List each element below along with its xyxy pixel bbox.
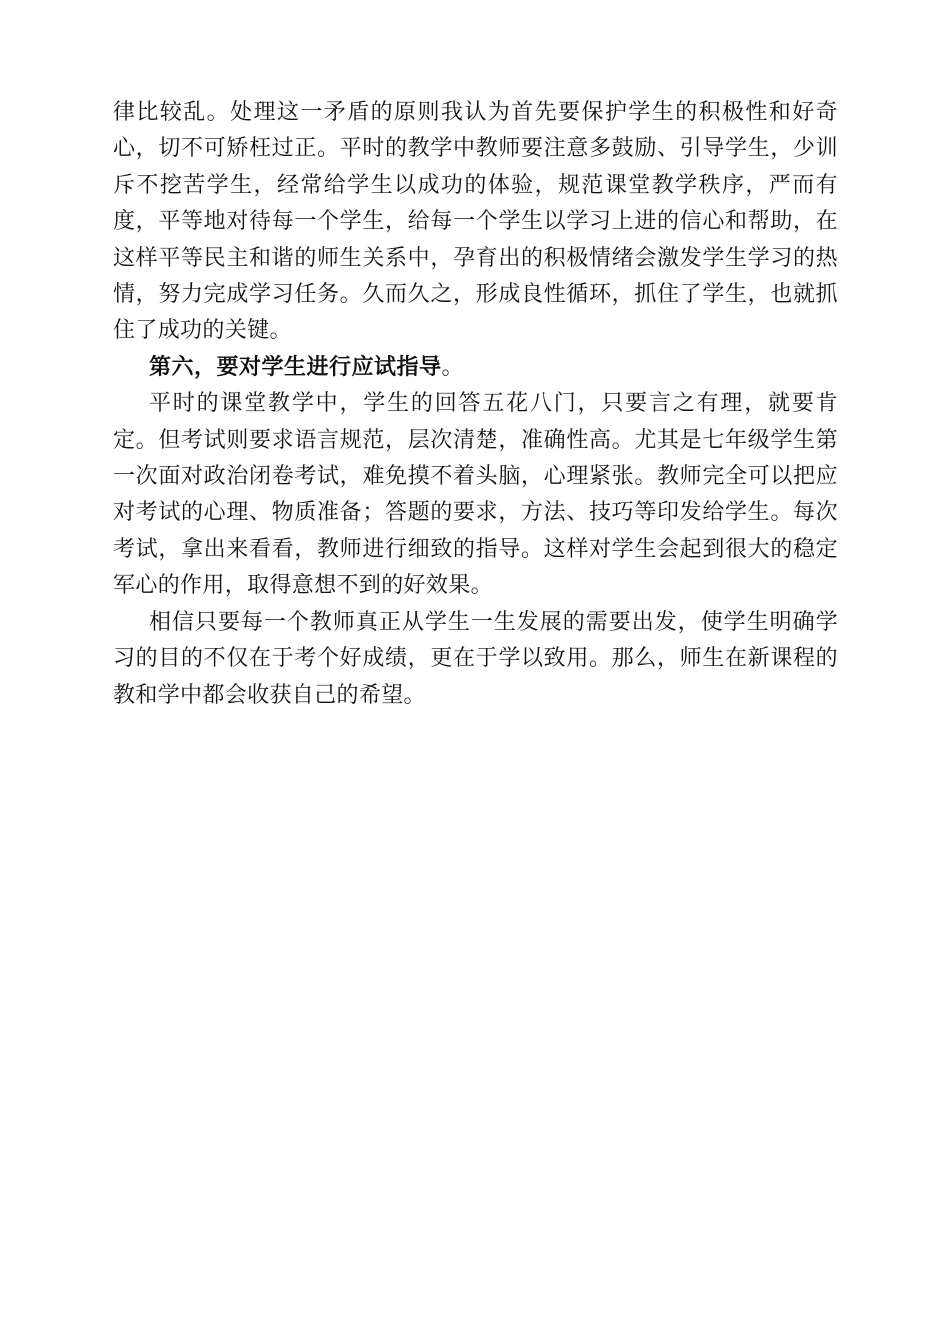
- document-page: [113, 95, 838, 714]
- section-heading-text: 第六，要对学生进行应试指导: [149, 354, 442, 380]
- paragraph-exam-guidance: 平时的课堂教学中，学生的回答五花八门，只要言之有理，就要肯定。但考试则要求语言规范，层次清楚，准确性高。尤其是七年级学生第一次面对政治闭卷考试，难免摸不着头脑，心理紧张。教师完全可以把应对考试的心理、物质准备；答题的要求，方法、技巧等印发给学生。每次考试，拿出来看看，教师进行细致的指导。这样对学生会起到很大的稳定军心的作用，取得意想不到的好效果。: [113, 391, 838, 599]
- paragraph-continuation: 律比较乱。处理这一矛盾的原则我认为首先要保护学生的积极性和好奇心，切不可矫枉过正。平时的教学中教师要注意多鼓励、引导学生，少训斥不挖苦学生，经常给学生以成功的体验，规范课堂教学秩序，严而有度，平等地对待每一个学生，给每一个学生以学习上进的信心和帮助，在这样平等民主和谐的师生关系中，孕育出的积极情绪会激发学生学习的热情，努力完成学习任务。久而久之，形成良性循环，抓住了学生，也就抓住了成功的关键。: [113, 100, 838, 344]
- section-heading: [113, 350, 838, 386]
- paragraph-conclusion: 相信只要每一个教师真正从学生一生发展的需要出发，使学生明确学习的目的不仅在于考个好成绩，更在于学以致用。那么，师生在新课程的教和学中都会收获自己的希望。: [113, 609, 838, 708]
- section-heading-punctuation: 。: [441, 354, 465, 380]
